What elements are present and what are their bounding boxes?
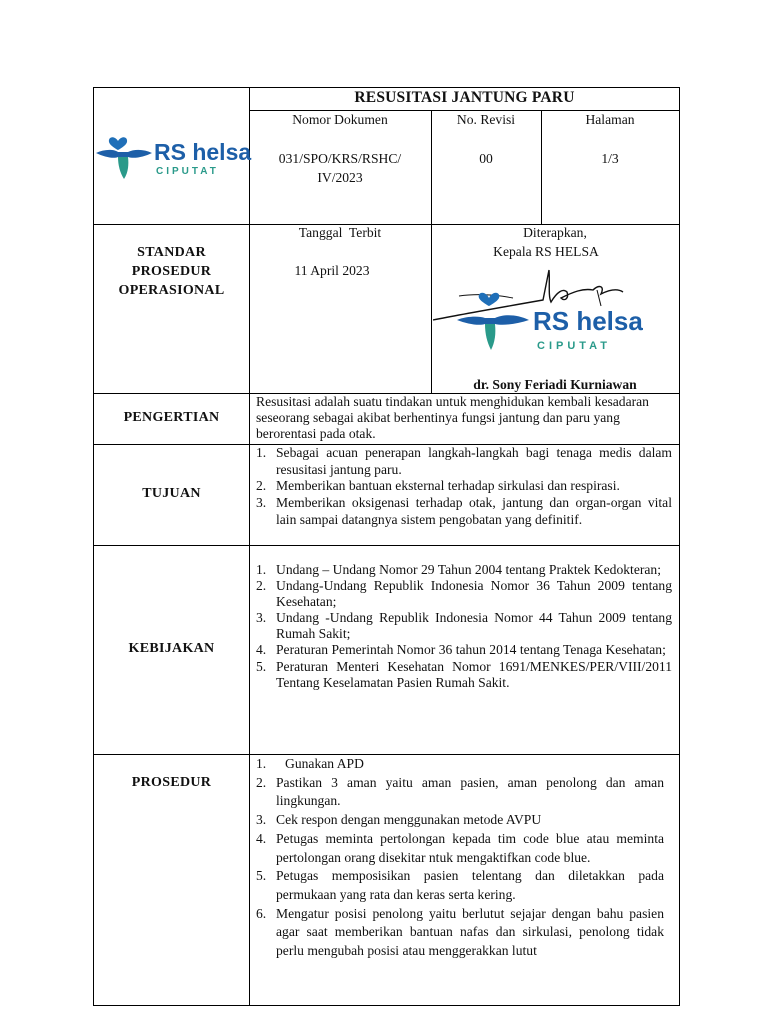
list-item [252, 867, 664, 904]
list-number: 2. [256, 578, 267, 594]
list-item [252, 578, 672, 610]
list-item-text: Memberikan bantuan eksternal terhadap sirkulasi dan respirasi. [276, 478, 620, 494]
table-border-bottom [93, 1005, 680, 1006]
list-item-text: Petugas memposisikan pasien telentang dan diletakkan pada permukaan yang rata dan keras serta kering. [276, 868, 664, 902]
spo-label [94, 243, 249, 300]
spo-label-line-3: OPERASIONAL [118, 283, 225, 298]
list-item [252, 811, 664, 830]
list-number: 1. [256, 445, 267, 460]
list-item [252, 755, 664, 774]
list-number: 3. [256, 495, 267, 511]
prosedur-label: PROSEDUR [131, 775, 212, 790]
kepala-label: Kepala RS HELSA [493, 244, 599, 259]
spo-label-line-1: STANDAR [137, 245, 206, 260]
list-item [252, 495, 672, 528]
halaman-label: Halaman [585, 112, 635, 127]
logo-brand-text: RS helsa [154, 139, 252, 165]
list-number: 5. [256, 868, 267, 884]
hospital-cross-icon [94, 127, 156, 183]
list-item [252, 642, 672, 658]
stamp-brand-text: RS helsa [533, 306, 643, 336]
page-title: RESUSITASI JANTUNG PARU [354, 89, 575, 106]
spo-label-line-2: PROSEDUR [131, 264, 212, 279]
tanggal-terbit-value: 11 April 2023 [294, 263, 370, 278]
hospital-logo [94, 125, 252, 185]
table-border-top [93, 87, 680, 88]
list-number: 5. [256, 658, 267, 674]
row-divider-4 [93, 545, 680, 546]
list-number: 6. [256, 905, 267, 921]
nomor-dokumen-value-2: IV/2023 [317, 170, 363, 185]
title-underline [249, 110, 680, 111]
no-revisi-label: No. Revisi [456, 112, 516, 127]
list-number: 2. [256, 478, 267, 494]
list-item-text: Peraturan Menteri Kesehatan Nomor 1691/MENKES/PER/VIII/2011 Tentang Keselamatan Pasien Rumah Sakit. [276, 658, 672, 690]
list-number: 4. [256, 830, 267, 846]
list-number: 1. [256, 562, 267, 577]
nomor-dokumen-value-1: 031/SPO/KRS/RSHC/ [278, 151, 402, 166]
stamp-sub-text: CIPUTAT [537, 340, 612, 352]
list-number: 1. [256, 756, 267, 771]
list-number: 4. [256, 642, 267, 658]
list-item [252, 478, 672, 495]
list-item-text: Gunakan APD [285, 756, 364, 771]
list-item-text: Cek respon dengan menggunakan metode AVPU [276, 812, 542, 828]
prosedur-list [252, 755, 664, 961]
list-number: 3. [256, 610, 267, 626]
list-item [252, 610, 672, 642]
list-item-text: Memberikan oksigenasi terhadap otak, jantung dan organ-organ vital lain sampai datangnya sistem pengobatan yang definitif. [276, 495, 672, 527]
list-item [252, 905, 664, 961]
nomor-dokumen-label: Nomor Dokumen [292, 112, 388, 127]
kebijakan-label: KEBIJAKAN [128, 641, 215, 656]
list-item [252, 659, 672, 691]
list-item-text: Undang -Undang Republik Indonesia Nomor 44 Tahun 2009 tentang Rumah Sakit; [276, 610, 672, 642]
logo-sub-text: CIPUTAT [156, 166, 219, 177]
list-number: 2. [256, 774, 267, 790]
pengertian-label: PENGERTIAN [123, 410, 220, 425]
list-item [252, 774, 664, 811]
stamp-signature [433, 262, 677, 374]
kebijakan-list [252, 562, 672, 691]
tujuan-label: TUJUAN [142, 486, 201, 501]
tanggal-terbit-label: Tanggal Terbit [298, 225, 382, 240]
halaman-value: 1/3 [601, 151, 619, 166]
list-item-text: Sebagai acuan penerapan langkah-langkah bagi tenaga medis dalam resusitasi jantung paru. [276, 445, 672, 477]
pengertian-text: Resusitasi adalah suatu tindakan untuk menghidukan kembali kesadaran seseorang sebagai akibat berhentinya fungsi jantung dan paru yang berorentasi pada otak. [256, 394, 649, 441]
list-item [252, 445, 672, 478]
list-item [252, 562, 672, 578]
no-revisi-value: 00 [479, 151, 493, 166]
list-item-text: Mengatur posisi penolong yaitu berlutut sejajar dengan bahu pasien agar saat memberikan bantuan nafas dan sirkulasi, penolong tidak perlu mengubah posisi atau menggerakkan lutut [276, 905, 664, 959]
list-item-text: Pastikan 3 aman yaitu aman pasien, aman penolong dan aman lingkungan. [276, 774, 664, 809]
tujuan-list [252, 445, 672, 529]
signatory-name: dr. Sony Feriadi Kurniawan [473, 377, 637, 392]
diterapkan-label: Diterapkan, [523, 225, 587, 240]
list-item-text: Peraturan Pemerintah Nomor 36 tahun 2014 tentang Tenaga Kesehatan; [276, 642, 666, 658]
list-item [252, 830, 664, 867]
list-item-text: Undang-Undang Republik Indonesia Nomor 36 Tahun 2009 tentang Kesehatan; [276, 578, 672, 610]
list-item-text: Petugas meminta pertolongan kepada tim code blue atau meminta pertolongan orang disekitar ntuk mengaktifkan code blue. [276, 830, 664, 865]
list-number: 3. [256, 812, 267, 828]
list-item-text: Undang – Undang Nomor 29 Tahun 2004 tentang Praktek Kedokteran; [276, 562, 662, 577]
